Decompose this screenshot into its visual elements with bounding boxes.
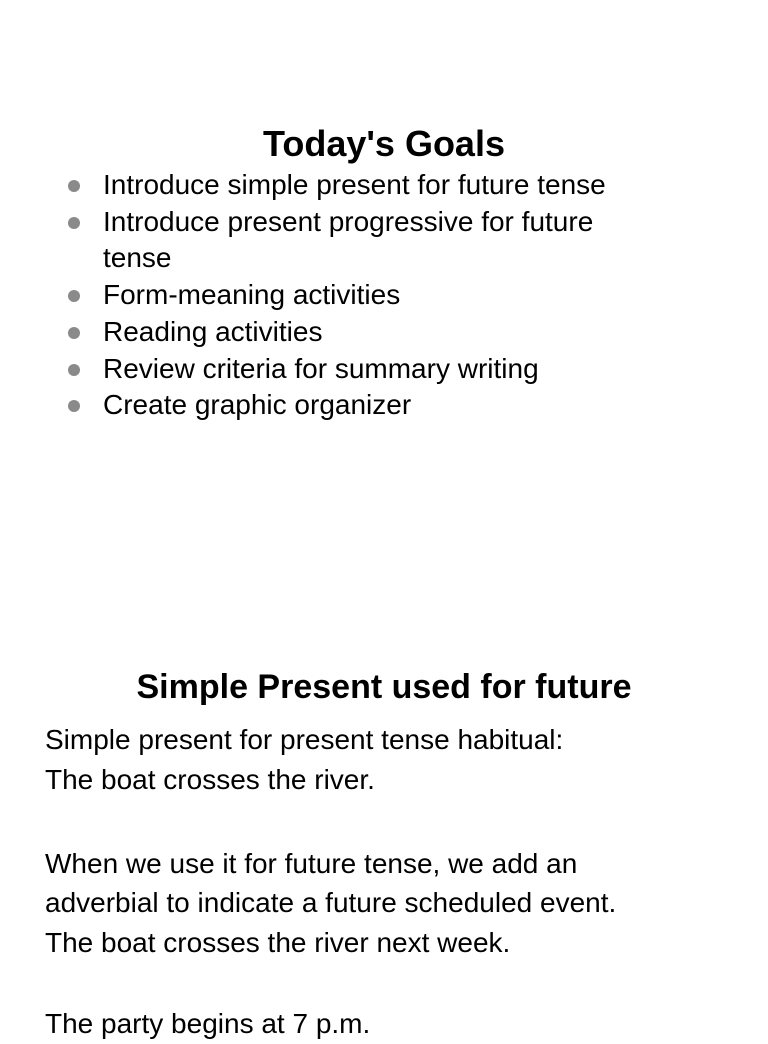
paragraph-habitual: [45, 720, 745, 800]
list-item-text-continued: tense: [103, 242, 172, 274]
bullet-icon: [68, 290, 80, 302]
paragraph-line: Simple present for present tense habitual:: [45, 724, 564, 755]
bullet-icon: [68, 400, 80, 412]
list-item-text: Reading activities: [103, 315, 323, 347]
list-item: [0, 277, 700, 314]
paragraph-example: [45, 1004, 745, 1044]
list-item: [0, 351, 700, 388]
bullet-icon: [68, 364, 80, 376]
list-item: [0, 167, 700, 204]
list-item-text: Review criteria for summary writing: [103, 352, 539, 384]
slide-title: Today's Goals: [263, 123, 505, 165]
list-item: [0, 387, 700, 424]
example-sentence: The boat crosses the river next week.: [45, 927, 511, 958]
list-item: [0, 204, 700, 277]
bullet-icon: [68, 180, 80, 192]
slide-simple-present-future: [0, 600, 768, 1039]
bullet-icon: [68, 217, 80, 229]
goals-list: [0, 167, 700, 424]
bullet-icon: [68, 327, 80, 339]
list-item-text: Create graphic organizer: [103, 389, 412, 421]
list-item-text: Introduce simple present for future tense: [103, 169, 606, 200]
paragraph-future-usage: [45, 844, 745, 962]
paragraph-line: adverbial to indicate a future scheduled event.: [45, 887, 617, 918]
list-item: [0, 314, 700, 351]
paragraph-line: When we use it for future tense, we add an: [45, 848, 578, 879]
list-item-text: Introduce present progressive for future: [103, 205, 594, 237]
list-item-text: Form-meaning activities: [103, 279, 401, 311]
example-sentence: The boat crosses the river.: [45, 764, 375, 795]
slide-title: Simple Present used for future: [136, 667, 632, 706]
example-sentence: The party begins at 7 p.m.: [45, 1008, 371, 1039]
